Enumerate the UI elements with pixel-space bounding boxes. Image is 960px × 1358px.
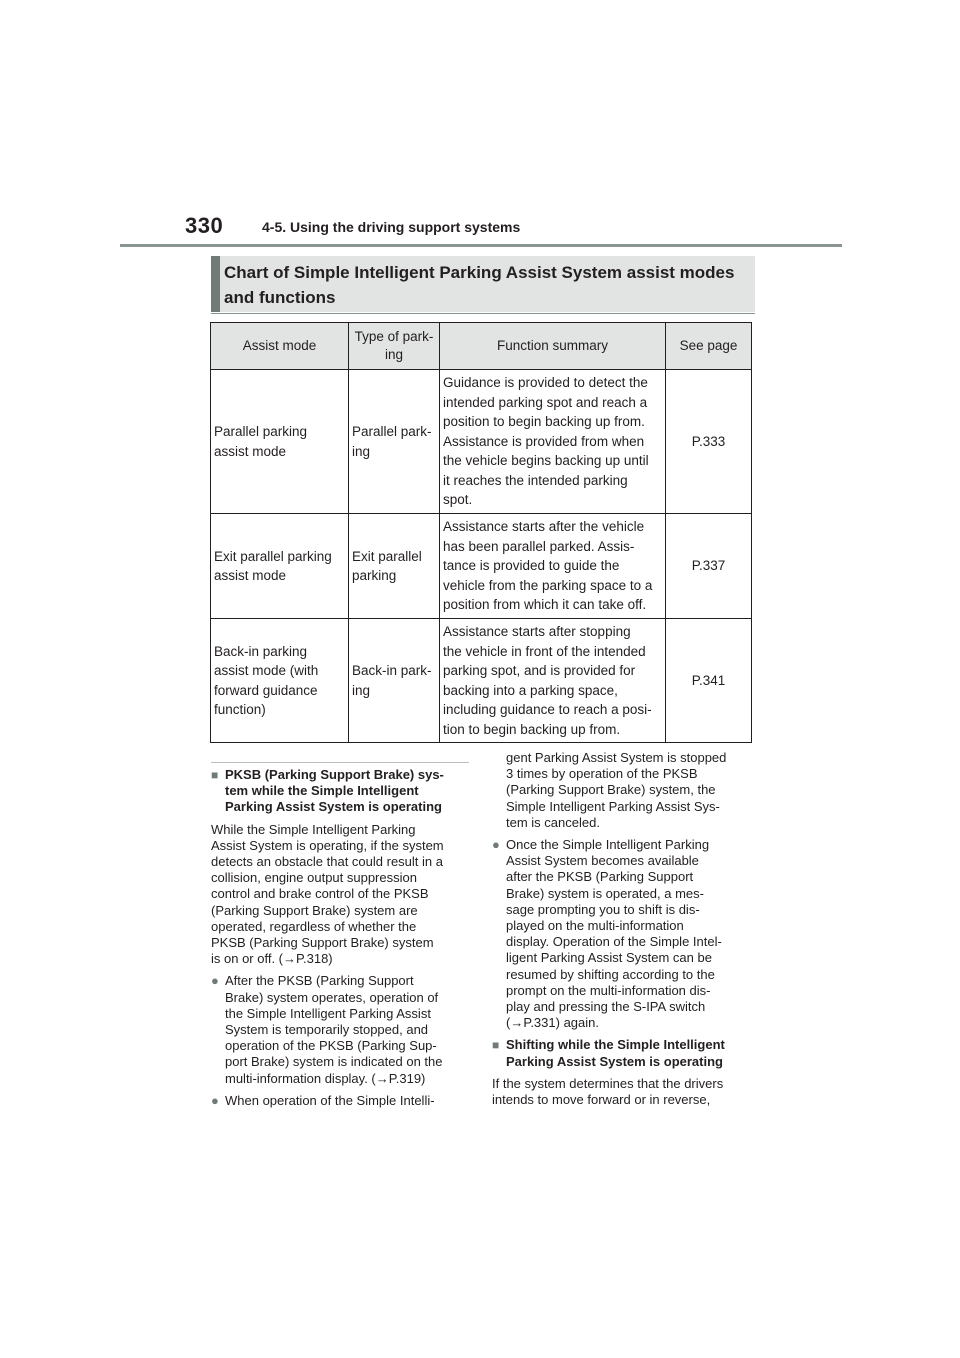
cell-type-of-parking: Parallel park- ing xyxy=(349,370,440,514)
cell-function-summary: Assistance starts after the vehicle has been parallel parked. Assis- tance is provided to guide the vehicle from the parking space to a position from which it can take off. xyxy=(440,514,666,619)
header-assist-mode: Assist mode xyxy=(211,323,349,370)
assist-modes-table xyxy=(210,322,752,743)
header-divider xyxy=(120,244,842,247)
heading-accent-bar xyxy=(211,256,220,312)
subheading-shifting-text: Shifting while the Simple Intelligent Parking Assist System is operating xyxy=(506,1037,725,1069)
table-header-row xyxy=(211,323,752,370)
cell-see-page: P.341 xyxy=(666,619,752,743)
bullet-text: When operation of the Simple Intelli- xyxy=(225,1092,435,1108)
chart-heading: Chart of Simple Intelligent Parking Assist System assist modes and functions xyxy=(224,263,735,307)
bullet-text: gent Parking Assist System is stopped 3 times by operation of the PKSB (Parking Support Brake) system, the Simple Intelligent Parking Assist Sys- tem is canceled. xyxy=(506,750,727,830)
subheading-shifting xyxy=(492,1037,758,1069)
page-number: 330 xyxy=(185,213,224,238)
table-row xyxy=(211,514,752,619)
header-see-page: See page xyxy=(666,323,752,370)
bullet-item xyxy=(492,837,758,1031)
chart-heading-box xyxy=(211,256,755,312)
cell-type-of-parking: Back-in park- ing xyxy=(349,619,440,743)
circle-bullet-icon: ● xyxy=(492,837,500,853)
header-type-of-parking: Type of park- ing xyxy=(349,323,440,370)
paragraph-pksb: While the Simple Intelligent Parking Assist System is operating, if the system detects an obstacle that could result in a collision, engine output suppression control and brake control of the PKSB (Parking Support Brake) system are operated, regardless of whether the PKSB (Parking Support Brake) system is on or off. (→P.318) xyxy=(211,821,444,967)
bullet-text: After the PKSB (Parking Support Brake) system operates, operation of the Simple Intelligent Parking Assist System is temporarily stopped, and operation of the PKSB (Parking Sup- port Brake) system is indicated on the multi-information display. (→P.319) xyxy=(225,973,443,1086)
circle-bullet-icon: ● xyxy=(211,1092,219,1108)
subheading-pksb-text: PKSB (Parking Support Brake) sys- tem while the Simple Intelligent Parking Assist System is operating xyxy=(225,767,444,815)
cell-type-of-parking: Exit parallel parking xyxy=(349,514,440,619)
cell-assist-mode: Exit parallel parking assist mode xyxy=(211,514,349,619)
bullet-item xyxy=(211,973,473,1086)
header-function-summary: Function summary xyxy=(440,323,666,370)
cell-see-page: P.337 xyxy=(666,514,752,619)
subheading-pksb xyxy=(211,767,473,816)
square-bullet-icon: ■ xyxy=(211,768,219,782)
paragraph-shifting: If the system determines that the drivers intends to move forward or in reverse, xyxy=(492,1075,724,1108)
right-column xyxy=(492,750,758,1108)
bullet-text: Once the Simple Intelligent Parking Assist System becomes available after the PKSB (Parking Support Brake) system is operated, a mes- sage prompting you to shift is dis- played on the multi-information display. Operation of the Simple Intel- ligent Parking Assist System can be resumed by shifting according to the prompt on the multi-information dis- play and pressing the S-IPA switch (→P.331) again. xyxy=(506,837,722,1031)
circle-bullet-icon: ● xyxy=(211,973,219,989)
bullet-continuation xyxy=(492,750,758,831)
table-row xyxy=(211,370,752,514)
cell-assist-mode: Back-in parking assist mode (with forward guidance function) xyxy=(211,619,349,743)
column-divider xyxy=(211,762,469,763)
section-title: 4-5. Using the driving support systems xyxy=(262,219,521,235)
cell-assist-mode: Parallel parking assist mode xyxy=(211,370,349,514)
cell-see-page: P.333 xyxy=(666,370,752,514)
table-row xyxy=(211,619,752,743)
heading-divider xyxy=(211,313,755,314)
cell-function-summary: Assistance starts after stopping the vehicle in front of the intended parking spot, and is provided for backing into a parking space, including guidance to reach a posi- tion to begin backing up from. xyxy=(440,619,666,743)
square-bullet-icon: ■ xyxy=(492,1038,500,1053)
bullet-item xyxy=(211,1093,473,1109)
cell-function-summary: Guidance is provided to detect the intended parking spot and reach a position to begin backing up from. Assistance is provided from when the vehicle begins backing up until it reaches the intended parking spot. xyxy=(440,370,666,514)
left-column xyxy=(211,767,473,1109)
